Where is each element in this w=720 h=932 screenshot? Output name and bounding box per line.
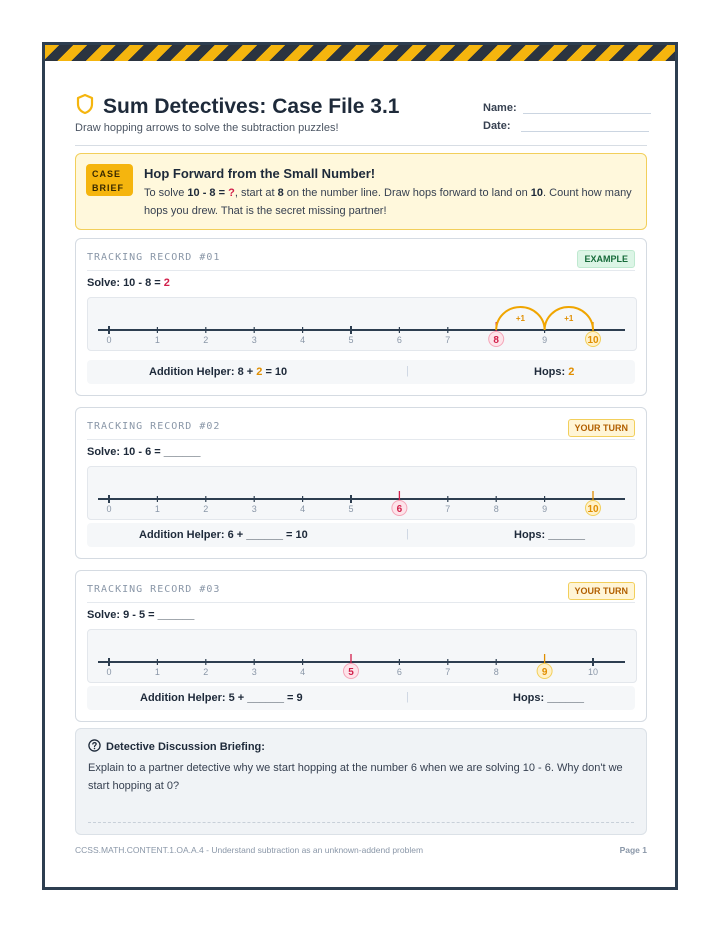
- hops-count: [513, 692, 584, 704]
- tick-label: 10: [587, 504, 599, 515]
- helper-prefix: Addition Helper: 5 +: [140, 692, 248, 704]
- header-divider: [75, 145, 647, 146]
- brief-text-3: on the number line. Draw hops forward to land on: [283, 187, 531, 199]
- tick-label: 6: [396, 504, 403, 515]
- tick-label: 7: [445, 667, 451, 677]
- solve-answer-blank[interactable]: ______: [157, 609, 195, 621]
- tick-label: 1: [154, 504, 160, 514]
- tick-label: 7: [445, 504, 451, 514]
- date-field[interactable]: [483, 119, 649, 132]
- page-title: [75, 93, 399, 121]
- tick-label: 6: [396, 335, 402, 345]
- number-line[interactable]: [88, 298, 636, 350]
- tick-label: 2: [203, 504, 209, 514]
- solve-answer-blank[interactable]: ______: [163, 446, 201, 458]
- brief-text-2: , start at: [234, 187, 278, 199]
- tick-label: 4: [300, 335, 306, 345]
- answer-line[interactable]: [88, 822, 634, 823]
- hops-count: [534, 366, 574, 378]
- helper-suffix: = 10: [282, 529, 308, 541]
- question-circle-icon: [88, 739, 101, 755]
- brief-end: 10: [530, 187, 544, 199]
- hops-value: 2: [568, 366, 575, 378]
- name-label: Name:: [483, 102, 517, 114]
- tick-label: 1: [154, 335, 160, 345]
- number-line[interactable]: [88, 630, 636, 682]
- tag-line-1: CASE: [92, 169, 122, 179]
- tick-label: 8: [493, 335, 499, 346]
- solve-prefix: Solve: 10 - 8 =: [87, 277, 164, 289]
- standard-code: CCSS.MATH.CONTENT.1.OA.A.4 - Understand subtraction as an unknown-addend problem: [75, 845, 424, 855]
- example-badge: EXAMPLE: [577, 250, 635, 268]
- tick-label: 2: [203, 335, 209, 345]
- tick-label: 3: [251, 335, 257, 345]
- addition-helper: [140, 692, 303, 704]
- record-label: TRACKING RECORD #01: [87, 252, 221, 263]
- helper-separator: |: [406, 691, 409, 703]
- hops-blank[interactable]: ______: [548, 529, 585, 541]
- brief-text-4: . Count how many hops you drew. That is the secret missing partner!: [144, 187, 632, 217]
- brief-qmark: ?: [228, 187, 235, 199]
- helper-separator: |: [406, 365, 409, 377]
- tick-label: 0: [106, 667, 112, 677]
- footer: [75, 845, 647, 855]
- solve-prompt: [87, 277, 170, 289]
- tick-label: 5: [348, 335, 354, 345]
- tick-label: 10: [587, 667, 599, 677]
- solve-prefix: Solve: 9 - 5 =: [87, 609, 158, 621]
- tracking-record-1: [75, 238, 647, 396]
- hops-blank[interactable]: ______: [547, 692, 584, 704]
- helper-separator: |: [406, 528, 409, 540]
- tick-label: 0: [106, 335, 112, 345]
- tick-label: 9: [541, 667, 548, 678]
- helper-bar: [87, 686, 635, 710]
- helper-blank[interactable]: ______: [246, 529, 283, 541]
- hops-label: Hops:: [514, 529, 549, 541]
- helper-value: 2: [256, 366, 263, 378]
- helper-suffix: = 10: [262, 366, 288, 378]
- tick-label: 5: [348, 667, 354, 678]
- tick-label: 1: [154, 667, 160, 677]
- tick-label: 9: [542, 335, 548, 345]
- tick-label: 2: [203, 667, 209, 677]
- hops-count: [514, 529, 585, 541]
- card-divider: [87, 270, 635, 271]
- discussion-briefing: [75, 728, 647, 835]
- title-text: Sum Detectives: Case File 3.1: [103, 95, 400, 118]
- hops-label: Hops:: [534, 366, 569, 378]
- tick-label: 8: [493, 667, 499, 677]
- card-divider: [87, 602, 635, 603]
- case-brief: [75, 153, 647, 230]
- tick-label: 9: [542, 504, 548, 514]
- name-line[interactable]: [523, 101, 651, 114]
- brief-expr: 10 - 8 =: [187, 187, 229, 199]
- solve-answer: 2: [163, 277, 170, 289]
- hop-label: +1: [564, 314, 574, 324]
- worksheet: [42, 42, 678, 890]
- helper-prefix: Addition Helper: 8 +: [149, 366, 257, 378]
- tick-label: 4: [300, 667, 306, 677]
- number-line[interactable]: [88, 467, 636, 519]
- shield-icon: [75, 93, 95, 121]
- tick-label: 6: [396, 667, 402, 677]
- number-line-panel: [87, 629, 637, 683]
- helper-bar: [87, 360, 635, 384]
- date-line[interactable]: [521, 119, 649, 132]
- page-subtitle: Draw hopping arrows to solve the subtraction puzzles!: [75, 122, 339, 134]
- brief-title: Hop Forward from the Small Number!: [144, 166, 376, 181]
- your-turn-badge: YOUR TURN: [568, 419, 636, 437]
- tick-label: 4: [300, 504, 306, 514]
- helper-bar: [87, 523, 635, 547]
- solve-prompt: [87, 446, 200, 458]
- record-label: TRACKING RECORD #03: [87, 584, 221, 595]
- solve-prefix: Solve: 10 - 6 =: [87, 446, 164, 458]
- tracking-record-3: [75, 570, 647, 722]
- addition-helper: [149, 366, 287, 378]
- number-line-panel: [87, 297, 637, 351]
- tick-label: 5: [348, 504, 354, 514]
- addition-helper: [139, 529, 308, 541]
- tick-label: 3: [251, 504, 257, 514]
- helper-prefix: Addition Helper: 6 +: [139, 529, 247, 541]
- tracking-record-2: [75, 407, 647, 559]
- case-brief-tag: [86, 164, 133, 196]
- brief-text-1: To solve: [144, 187, 188, 199]
- record-label: TRACKING RECORD #02: [87, 421, 221, 432]
- tick-label: 0: [106, 504, 112, 514]
- your-turn-badge: YOUR TURN: [568, 582, 636, 600]
- number-line-panel: [87, 466, 637, 520]
- solve-prompt: [87, 609, 194, 621]
- helper-blank[interactable]: ______: [247, 692, 284, 704]
- name-field[interactable]: [483, 101, 651, 114]
- discussion-title-text: Detective Discussion Briefing:: [106, 741, 265, 753]
- hazard-stripe-banner: [45, 45, 675, 61]
- tag-line-2: BRIEF: [92, 183, 124, 193]
- tick-label: 10: [587, 335, 599, 346]
- hops-label: Hops:: [513, 692, 548, 704]
- date-label: Date:: [483, 120, 511, 132]
- tick-label: 3: [251, 667, 257, 677]
- brief-text: [144, 184, 634, 220]
- tick-label: 8: [493, 504, 499, 514]
- tick-label: 7: [445, 335, 451, 345]
- discussion-text: Explain to a partner detective why we start hopping at the number 6 when we are solving 10 - 6. Why don't we start hopping at 0?: [88, 762, 623, 792]
- page-number: Page 1: [619, 845, 647, 855]
- card-divider: [87, 439, 635, 440]
- hop-label: +1: [515, 314, 525, 324]
- helper-suffix: = 9: [283, 692, 303, 704]
- discussion-title: [88, 739, 265, 755]
- brief-start: 8: [277, 187, 284, 199]
